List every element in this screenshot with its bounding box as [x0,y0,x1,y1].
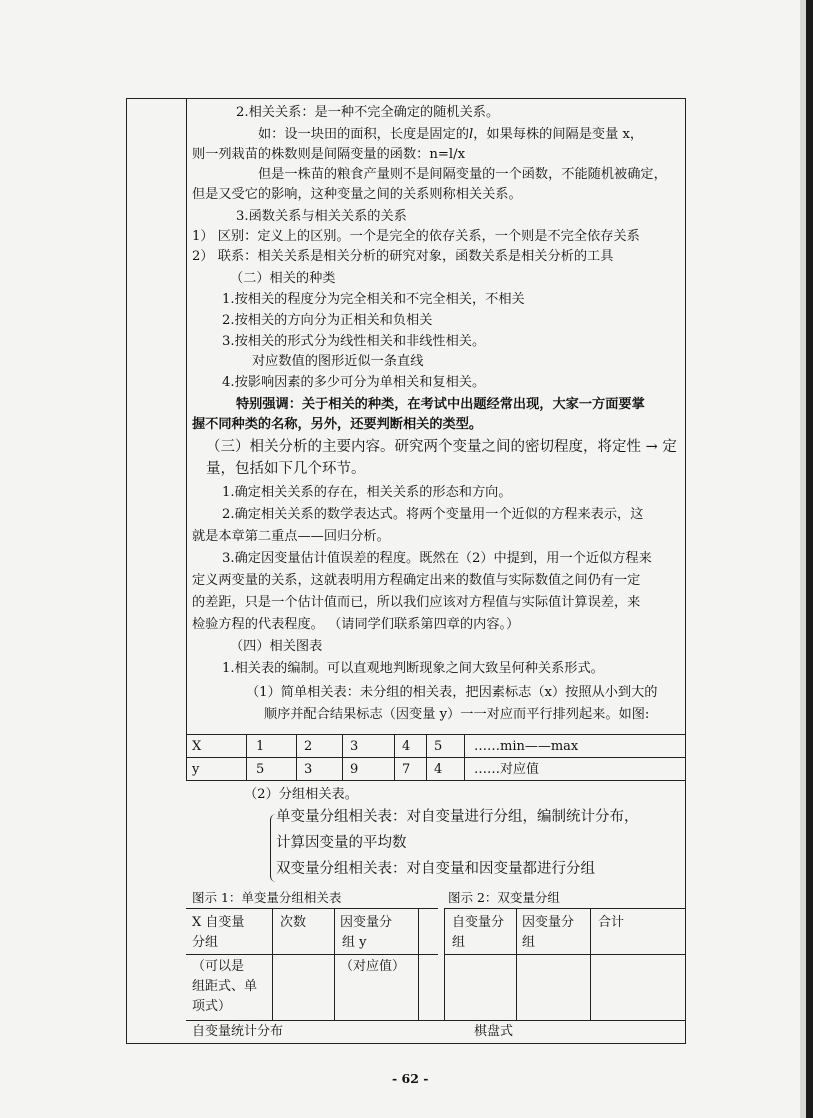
fig1-header: 分组 [192,935,219,950]
fig1-border [334,908,335,1020]
fig2-border [444,908,445,1020]
left-column-divider [186,98,187,734]
relation-heading-3: 3.函数关系与相关关系的关系 [236,209,407,224]
section-title: （二）相关的种类 [230,271,336,286]
fig2-header: 组 [522,935,536,950]
list-item: （1）简单相关表：未分组的相关表，把因素标志（x）按照从小到大的 [246,685,658,700]
table-row-label-y: y [192,762,200,777]
table-border [464,734,465,780]
section-title: 量，包括如下几个环节。 [206,461,366,477]
table-cell: 4 [434,762,443,777]
fig2-header: 合计 [598,915,625,930]
table-row-label-x: X [192,739,202,754]
table-cell: 9 [350,762,359,777]
list-item: 就是本章第二重点——回归分析。 [192,529,390,544]
paragraph-line: 但是一株苗的粮食产量则不是间隔变量的一个函数，不能随机被确定， [258,167,667,182]
table-cell-note: ……对应值 [474,762,540,777]
fig1-header: 次数 [280,915,307,930]
list-item: 3.按相关的形式分为线性相关和非线性相关。 [222,334,486,349]
fig2-border [590,908,591,1020]
scan-edge-dark [806,0,813,1118]
table-cell: 4 [402,739,411,754]
list-item: 2.按相关的方向分为正相关和负相关 [222,313,433,328]
relation-heading: 2.相关关系：是一种不完全确定的随机关系。 [236,105,500,120]
list-item: 顺序并配合结果标志（因变量 y）一一对应而平行排列起来。如图: [264,707,650,722]
table-border [186,780,686,781]
fig1-cell: 组距式、单 [192,979,258,994]
difference-item: 1） 区别：定义上的区别。一个是完全的依存关系，一个则是不完全依存关系 [192,229,640,244]
fig2-header: 因变量分 [522,915,575,930]
figure2-caption: 图示 2：双变量分组 [448,890,560,905]
table-border [296,734,297,780]
table-border [246,734,247,780]
emphasis-note: 握不同种类的名称，另外，还要判断相关的类型。 [192,417,483,432]
table-border [426,734,427,780]
fig1-header: 因变量分 [340,915,393,930]
list-item: 的差距，只是一个估计值而已，所以我们应该对方程值与实际值计算误差，来 [192,595,641,610]
section-title: （三）相关分析的主要内容。研究两个变量之间的密切程度，将定性 → 定 [206,439,677,455]
grouped-title: （2）分组相关表。 [244,787,358,802]
fig1-border [186,954,438,955]
fig2-border [444,908,686,909]
list-item: 1.按相关的程度分为完全相关和不完全相关，不相关 [222,292,525,307]
fig1-border [272,908,273,1020]
page-number: - 62 - [392,1071,429,1086]
table-cell: 3 [304,762,313,777]
table-cell: 7 [402,762,411,777]
grouped-double: 双变量分组相关表：对自变量和因变量都进行分组 [276,861,595,877]
list-item: 1.相关表的编制。可以直观地判断现象之间大致呈何种关系形式。 [222,661,604,676]
fig1-border [418,908,419,1020]
list-item: 检验方程的代表程度。 （请同学们联系第四章的内容。） [192,617,520,632]
fig2-footer: 棋盘式 [474,1024,514,1039]
table-border [342,734,343,780]
fig1-cell: 项式） [192,999,232,1014]
fig1-border [186,908,438,909]
table-cell: 3 [350,739,359,754]
table-border [186,734,187,780]
list-item: 2.确定相关关系的数学表达式。将两个变量用一个近似的方程来表示，这 [222,507,644,522]
table-cell: 5 [256,762,265,777]
table-cell: 1 [256,739,265,754]
grouped-single: 计算因变量的平均数 [276,835,407,851]
table-cell: 2 [304,739,313,754]
fig2-header: 自变量分 [452,915,505,930]
list-item: 1.确定相关关系的存在，相关关系的形态和方向。 [222,485,512,500]
list-item-note: 对应数值的图形近似一条直线 [252,354,424,369]
example-line: 如：设一块田的面积，长度是固定的l，如果每株的间隔是变量 x， [258,127,644,142]
list-item: 定义两变量的关系，这就表明用方程确定出来的数值与实际数值之间仍有一定 [192,573,641,588]
connection-item: 2） 联系：相关关系是相关分析的研究对象，函数关系是相关分析的工具 [192,249,614,264]
fig2-border [516,908,517,1020]
section-title: （四）相关图表 [230,639,323,654]
table-cell-note: ……min——max [474,739,579,754]
table-border [394,734,395,780]
footer-border [186,1020,686,1021]
paragraph-line: 但是又受它的影响，这种变量之间的关系则称相关关系。 [192,187,522,202]
fig1-cell: （可以是 [192,959,245,974]
list-item: 4.按影响因素的多少可分为单相关和复相关。 [222,375,486,390]
table-cell: 5 [434,739,443,754]
fig2-border [444,954,686,955]
table-border [186,757,686,758]
fig1-cell: （对应值） [340,959,406,974]
grouped-single: 单变量分组相关表：对自变量进行分组，编制统计分布， [276,809,639,825]
example-formula-line: 则一列栽苗的株数则是间隔变量的函数：n=l/x [192,147,466,162]
list-item: 3.确定因变量估计值误差的程度。既然在（2）中提到，用一个近似方程来 [222,551,652,566]
emphasis-note: 特别强调：关于相关的种类，在考试中出题经常出现，大家一方面要掌 [236,397,645,412]
figure1-caption: 图示 1：单变量分组相关表 [192,890,342,905]
fig2-header: 组 [452,935,466,950]
fig1-header: X 自变量 [192,915,245,930]
table-border [186,734,686,735]
fig1-header: 组 y [342,935,367,950]
fig1-footer: 自变量统计分布 [192,1024,284,1039]
